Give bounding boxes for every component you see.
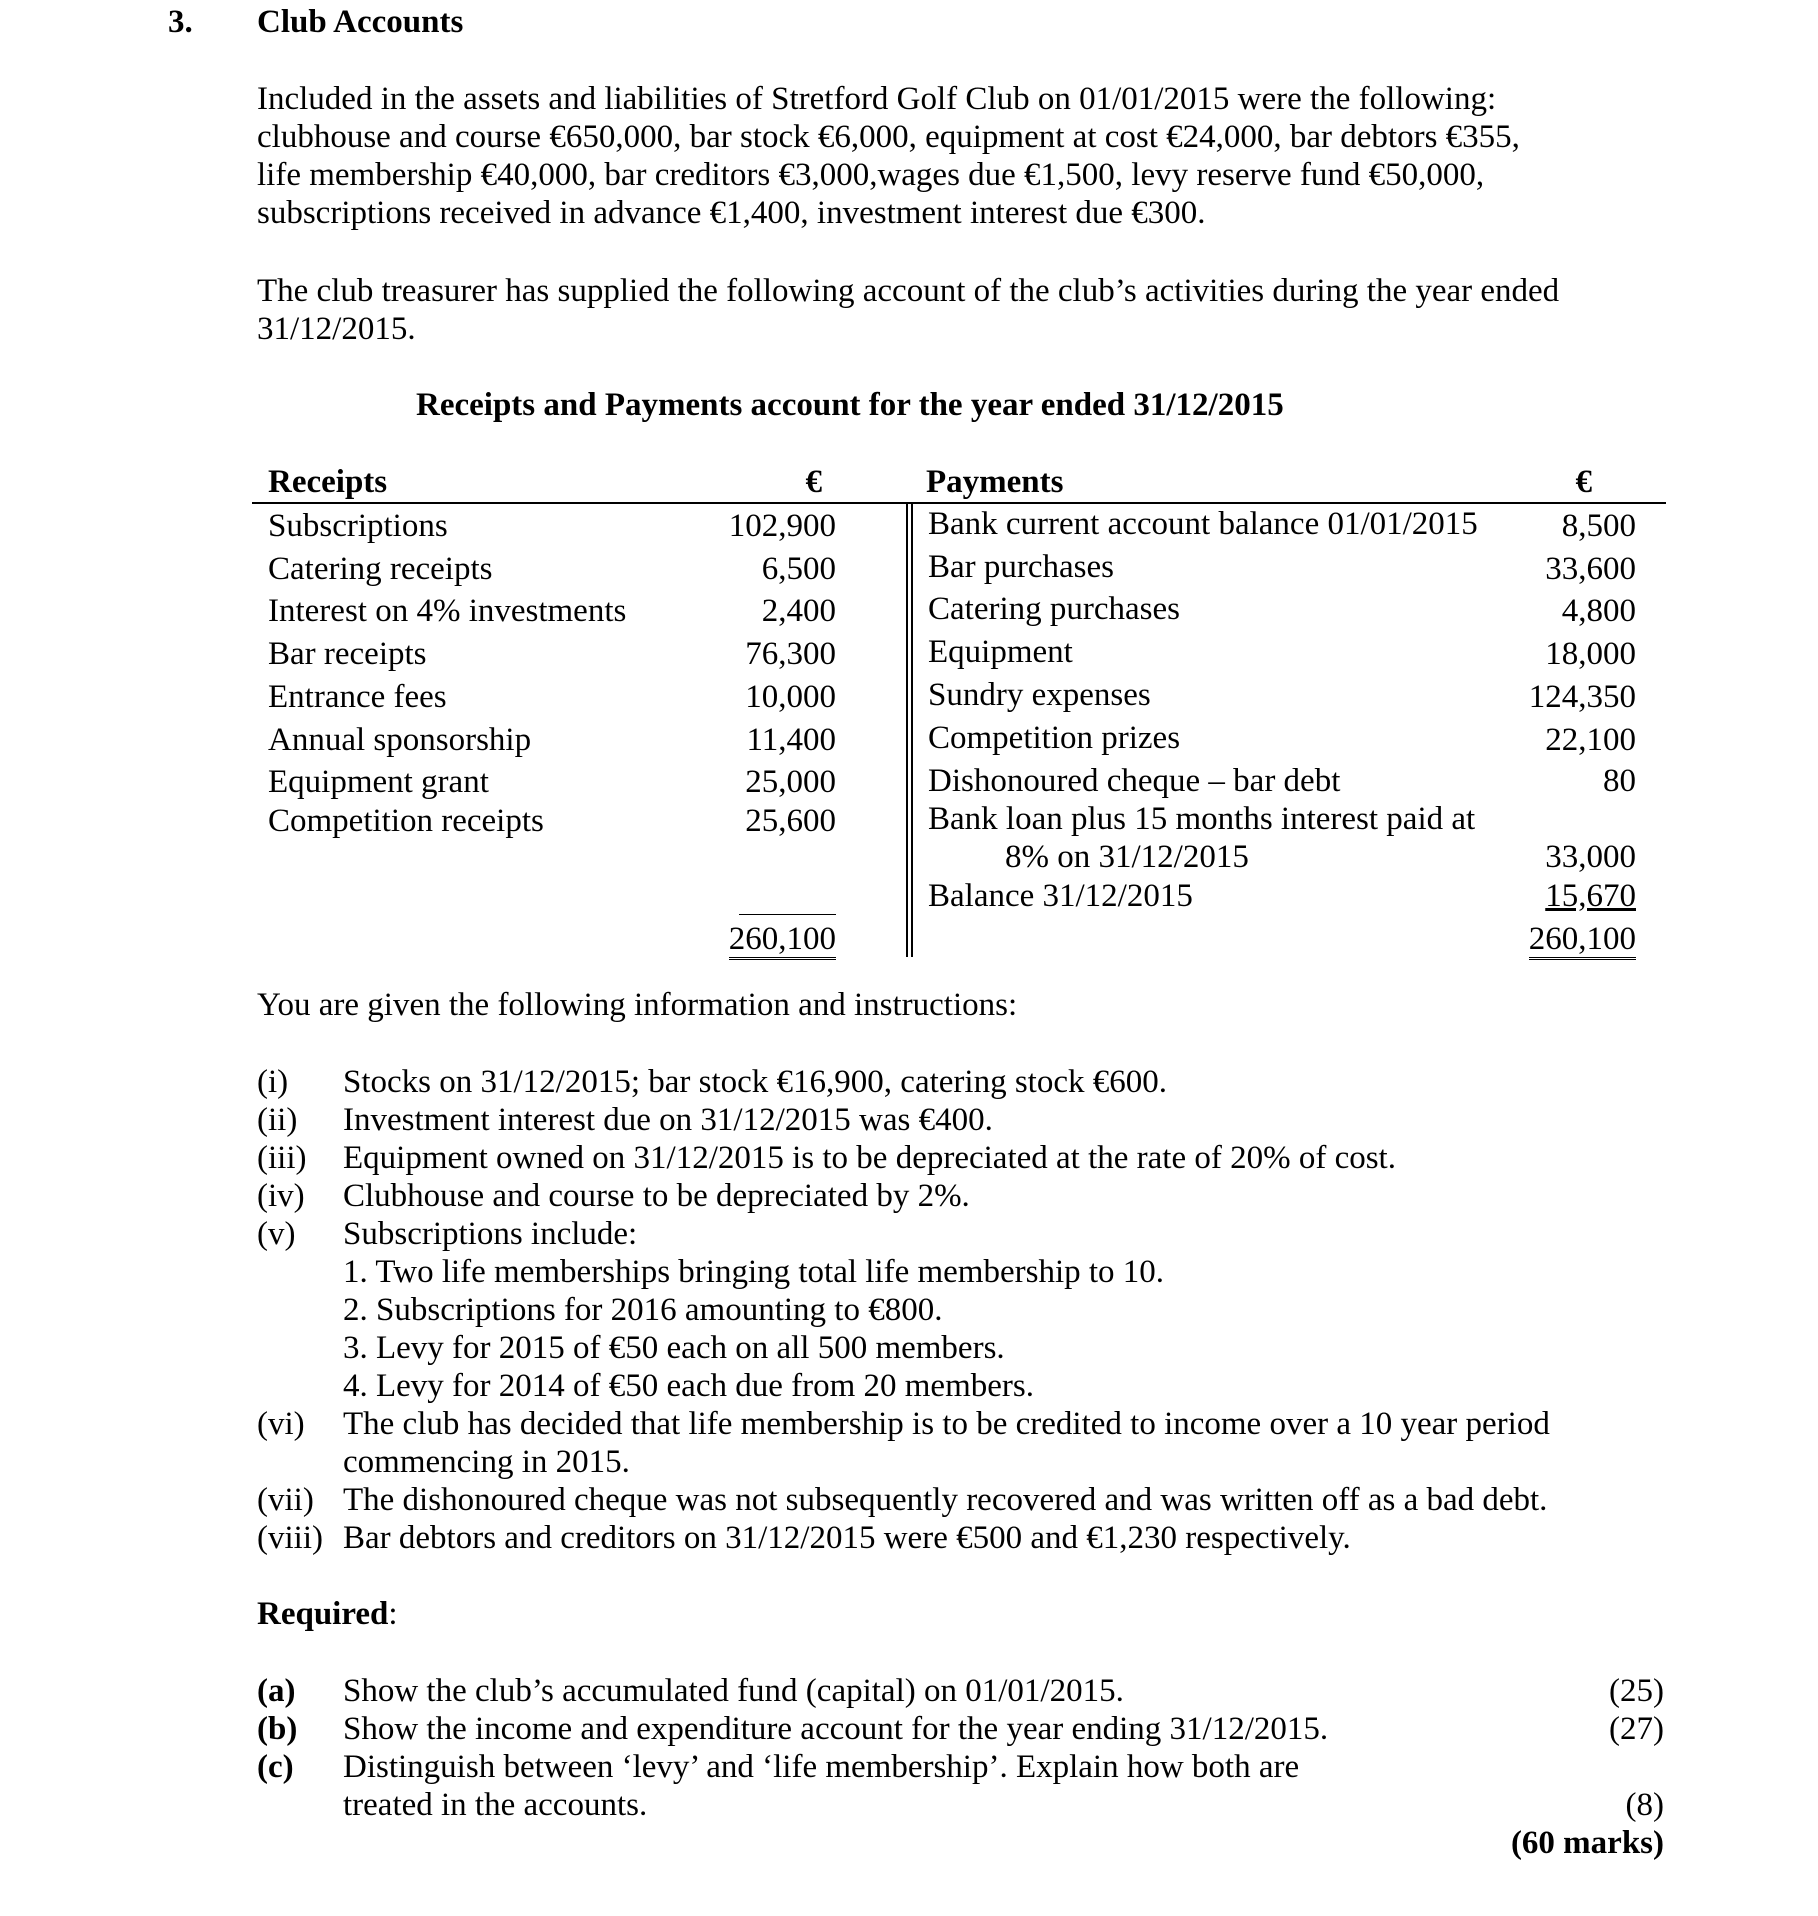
payment-balance-value: 15,670 [1545, 878, 1636, 914]
required-heading-colon: : [388, 1596, 398, 1632]
payment-label: Sundry expenses [928, 677, 1151, 713]
required-item-number: (a) [257, 1673, 296, 1709]
header-rule [252, 502, 1666, 504]
info-item-number: (viii) [257, 1520, 323, 1556]
info-subitem-text: 1. Two life memberships bringing total life membership to 10. [343, 1254, 1165, 1290]
required-item-text: Show the club’s accumulated fund (capital) on 01/01/2015. [343, 1673, 1124, 1709]
info-item-text: Equipment owned on 31/12/2015 is to be depreciated at the rate of 20% of cost. [343, 1140, 1396, 1176]
info-item-text: Bar debtors and creditors on 31/12/2015 were €500 and €1,230 respectively. [343, 1520, 1351, 1556]
info-item-number: (vii) [257, 1482, 314, 1518]
payments-header: Payments [926, 464, 1064, 500]
info-subitem-text: 4. Levy for 2014 of €50 each due from 20 members. [343, 1368, 1034, 1404]
intro-line: Included in the assets and liabilities of Stretford Golf Club on 01/01/2015 were the following: [257, 81, 1497, 117]
payment-amount: 8,500 [1561, 508, 1636, 544]
payment-label: Balance 31/12/2015 [928, 878, 1193, 914]
receipts-currency-header: € [805, 464, 822, 500]
payment-label: 8% on 31/12/2015 [1005, 839, 1249, 875]
question-number: 3. [168, 4, 193, 40]
payments-total [1440, 920, 1636, 958]
receipt-amount: 2,400 [761, 593, 836, 629]
required-item-number: (c) [257, 1749, 294, 1785]
receipt-label: Competition receipts [268, 803, 544, 839]
receipts-total-value: 260,100 [729, 921, 836, 960]
treasurer-line: 31/12/2015. [257, 311, 416, 347]
payment-label: Competition prizes [928, 720, 1181, 756]
info-item-text: Investment interest due on 31/12/2015 was €400. [343, 1102, 993, 1138]
required-heading-text: Required [257, 1596, 389, 1632]
info-item-number: (iii) [257, 1140, 307, 1176]
treasurer-line: The club treasurer has supplied the following account of the club’s activities during the year ended [257, 273, 1560, 309]
total-marks: (60 marks) [1510, 1825, 1664, 1861]
info-heading: You are given the following information and instructions: [257, 987, 1018, 1023]
info-item-number: (i) [257, 1064, 289, 1100]
required-heading [257, 1595, 398, 1633]
info-subitem-text: 3. Levy for 2015 of €50 each on all 500 members. [343, 1330, 1005, 1366]
info-item-text: The dishonoured cheque was not subsequently recovered and was written off as a bad debt. [343, 1482, 1548, 1518]
intro-line: subscriptions received in advance €1,400, investment interest due €300. [257, 195, 1206, 231]
payment-label: Bar purchases [928, 549, 1115, 585]
required-item-text: Distinguish between ‘levy’ and ‘life membership’. Explain how both are [343, 1749, 1300, 1785]
payment-label: Bank current account balance 01/01/2015 [928, 506, 1478, 542]
intro-line: life membership €40,000, bar creditors €3,000,wages due €1,500, levy reserve fund €50,000, [257, 157, 1485, 193]
account-title: Receipts and Payments account for the year ended 31/12/2015 [416, 387, 1284, 423]
question-title: Club Accounts [257, 4, 464, 40]
receipt-amount: 6,500 [761, 551, 836, 587]
receipt-amount: 10,000 [745, 679, 836, 715]
required-item-marks: (27) [1609, 1711, 1664, 1747]
required-item-text-continued: treated in the accounts. [343, 1787, 648, 1823]
payment-amount: 124,350 [1528, 679, 1636, 715]
info-subitem-text: 2. Subscriptions for 2016 amounting to €800. [343, 1292, 943, 1328]
column-divider-left [906, 503, 908, 957]
required-item-number: (b) [257, 1711, 298, 1747]
payment-label: Catering purchases [928, 591, 1180, 627]
receipt-label: Bar receipts [268, 636, 427, 672]
receipt-amount: 76,300 [745, 636, 836, 672]
receipt-label: Catering receipts [268, 551, 493, 587]
info-item-text: Clubhouse and course to be depreciated by 2%. [343, 1178, 970, 1214]
receipt-label: Annual sponsorship [268, 722, 532, 758]
payment-amount: 18,000 [1545, 636, 1636, 672]
required-item-marks: (8) [1625, 1787, 1664, 1823]
required-item-marks: (25) [1609, 1673, 1664, 1709]
receipt-label: Subscriptions [268, 508, 448, 544]
info-item-text: Subscriptions include: [343, 1216, 638, 1252]
column-divider-right [911, 503, 913, 957]
receipt-amount: 25,600 [745, 803, 836, 839]
payment-amount: 33,600 [1545, 551, 1636, 587]
receipts-header: Receipts [268, 464, 388, 500]
payment-label: Equipment [928, 634, 1073, 670]
payment-label: Bank loan plus 15 months interest paid at [928, 801, 1476, 837]
treasurer-paragraph [257, 272, 1697, 348]
intro-line: clubhouse and course €650,000, bar stock €6,000, equipment at cost €24,000, bar debtors €355, [257, 119, 1520, 155]
payment-amount: 33,000 [1545, 839, 1636, 875]
payments-currency-header: € [1575, 464, 1592, 500]
info-item-number: (v) [257, 1216, 296, 1252]
payment-amount: 22,100 [1545, 722, 1636, 758]
required-item-text: Show the income and expenditure account for the year ending 31/12/2015. [343, 1711, 1329, 1747]
receipt-amount: 11,400 [746, 722, 836, 758]
receipts-subtotal-rule [739, 914, 836, 915]
payments-total-value: 260,100 [1529, 921, 1636, 960]
receipt-amount: 25,000 [745, 764, 836, 800]
receipt-label: Equipment grant [268, 764, 489, 800]
info-item-text: The club has decided that life membership is to be credited to income over a 10 year period [343, 1406, 1550, 1442]
info-item-number: (iv) [257, 1178, 305, 1214]
receipt-label: Entrance fees [268, 679, 447, 715]
info-item-text: Stocks on 31/12/2015; bar stock €16,900, catering stock €600. [343, 1064, 1167, 1100]
info-item-number: (ii) [257, 1102, 298, 1138]
info-item-number: (vi) [257, 1406, 305, 1442]
receipt-label: Interest on 4% investments [268, 593, 627, 629]
intro-paragraph [257, 80, 1697, 232]
payment-label: Dishonoured cheque – bar debt [928, 763, 1341, 799]
payment-amount [1440, 877, 1636, 915]
payment-amount: 80 [1603, 763, 1636, 799]
payment-amount: 4,800 [1561, 593, 1636, 629]
receipts-total [660, 920, 836, 958]
info-item-text-continued: commencing in 2015. [343, 1444, 630, 1480]
receipt-amount: 102,900 [728, 508, 836, 544]
